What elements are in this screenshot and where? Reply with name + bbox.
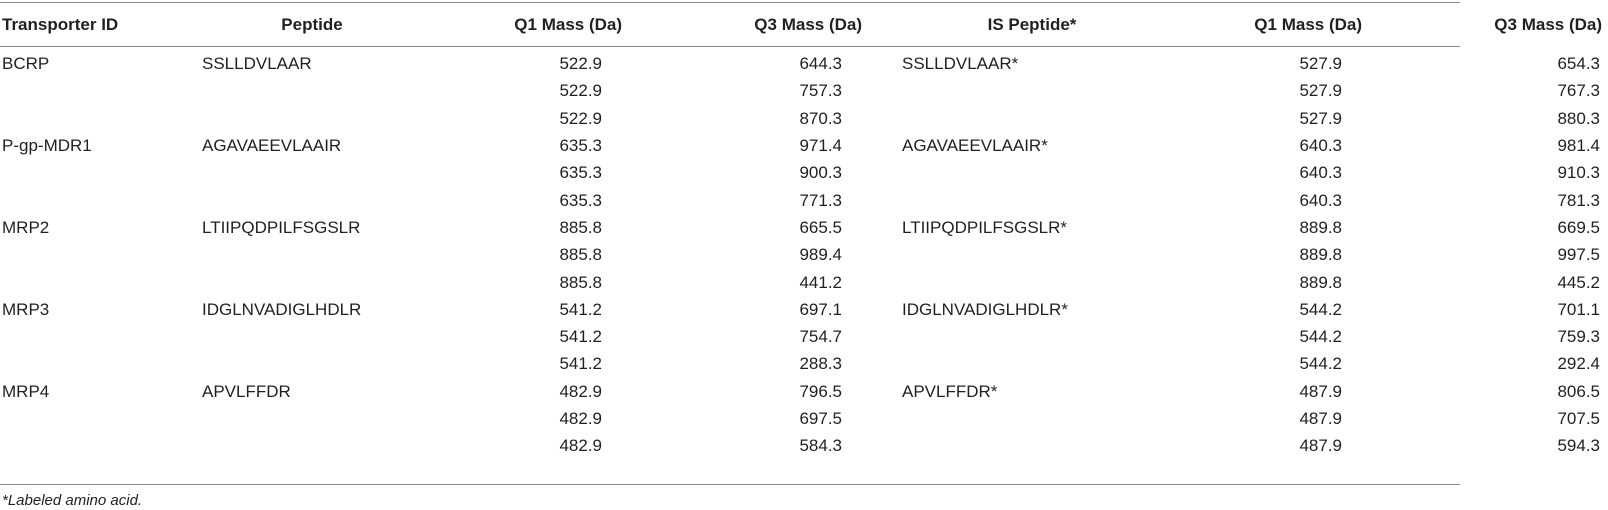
table-footnote: *Labeled amino acid. <box>2 492 143 509</box>
q1-mass-cell: 635.3 <box>559 136 602 156</box>
header-is-q1-mass: Q1 Mass (Da) <box>1254 14 1362 34</box>
q3-mass-cell: 584.3 <box>799 436 842 456</box>
q3-mass-cell: 441.2 <box>799 272 842 292</box>
is-q1-mass-cell: 487.9 <box>1299 436 1342 456</box>
q3-mass-cell: 757.3 <box>799 81 842 101</box>
peptide-cell <box>202 350 422 377</box>
peptide-cell: SSLLDVLAAR <box>202 54 312 74</box>
peptide-cell: LTIIPQDPILFSGSLR <box>202 217 361 237</box>
header-is-peptide: IS Peptide* <box>987 14 1077 34</box>
is-peptide-cell: APVLFFDR* <box>902 381 998 401</box>
is-q1-mass-cell: 527.9 <box>1299 54 1342 74</box>
transporter-id-cell <box>0 159 202 186</box>
header-peptide: Peptide <box>281 14 343 34</box>
is-peptide-cell <box>902 241 1162 268</box>
is-peptide-cell <box>902 159 1162 186</box>
q1-mass-cell: 482.9 <box>559 381 602 401</box>
q1-mass-cell: 482.9 <box>559 409 602 428</box>
transporter-id-cell: BCRP <box>2 54 50 74</box>
q3-mass-cell: 989.4 <box>799 245 842 265</box>
q1-mass-cell: 885.8 <box>559 272 602 292</box>
q3-mass-cell: 644.3 <box>799 54 842 74</box>
is-q3-mass-cell: 806.5 <box>1557 381 1600 401</box>
q1-mass-cell: 522.9 <box>559 54 602 74</box>
q3-mass-cell: 971.4 <box>799 136 842 156</box>
q1-mass-cell: 635.3 <box>559 190 602 210</box>
q1-mass-cell: 541.2 <box>559 299 602 319</box>
transporter-id-cell: P-gp-MDR1 <box>2 136 92 156</box>
is-peptide-cell: AGAVAEEVLAAIR* <box>902 136 1048 156</box>
q3-mass-cell: 900.3 <box>799 163 842 183</box>
table-row <box>0 186 1608 213</box>
peptide-cell <box>202 77 422 104</box>
is-q1-mass-cell: 640.3 <box>1299 136 1342 156</box>
is-peptide-cell <box>902 105 1162 132</box>
is-q3-mass-cell: 880.3 <box>1557 108 1600 128</box>
transporter-peptide-table <box>0 3 1608 459</box>
peptide-cell <box>202 268 422 295</box>
table-row <box>0 77 1608 104</box>
transporter-id-cell <box>0 105 202 132</box>
peptide-cell: AGAVAEEVLAAIR <box>202 136 342 156</box>
q1-mass-cell: 482.9 <box>559 436 602 456</box>
is-peptide-cell: LTIIPQDPILFSGSLR* <box>902 217 1068 237</box>
is-q1-mass-cell: 544.2 <box>1299 354 1342 374</box>
is-q1-mass-cell: 889.8 <box>1299 272 1342 292</box>
peptide-cell <box>202 405 422 432</box>
table-row <box>0 296 1608 323</box>
q3-mass-cell: 288.3 <box>799 354 842 374</box>
is-peptide-cell <box>902 77 1162 104</box>
transporter-id-cell <box>0 186 202 213</box>
is-q1-mass-cell: 889.8 <box>1299 245 1342 265</box>
q1-mass-cell: 635.3 <box>559 163 602 183</box>
is-q3-mass-cell: 654.3 <box>1557 54 1600 74</box>
peptide-cell: IDGLNVADIGLHDLR <box>202 299 362 319</box>
is-q3-mass-cell: 910.3 <box>1557 163 1600 183</box>
peptide-cell <box>202 105 422 132</box>
header-transporter-id: Transporter ID <box>2 14 119 34</box>
is-q1-mass-cell: 544.2 <box>1299 327 1342 347</box>
q3-mass-cell: 870.3 <box>799 108 842 128</box>
is-q1-mass-cell: 544.2 <box>1299 299 1342 319</box>
table-row <box>0 323 1608 350</box>
table-row <box>0 132 1608 159</box>
table-row <box>0 378 1608 405</box>
transporter-id-cell <box>0 350 202 377</box>
table-row <box>0 214 1608 241</box>
is-peptide-cell <box>902 405 1162 432</box>
is-q3-mass-cell: 707.5 <box>1557 409 1600 428</box>
peptide-cell: APVLFFDR <box>202 381 291 401</box>
is-peptide-cell <box>902 432 1162 459</box>
is-q3-mass-cell: 594.3 <box>1557 436 1600 456</box>
transporter-id-cell: MRP2 <box>2 217 50 237</box>
header-row <box>0 3 1608 46</box>
q1-mass-cell: 541.2 <box>559 327 602 347</box>
header-q1-mass: Q1 Mass (Da) <box>514 14 622 34</box>
transporter-id-cell <box>0 405 202 432</box>
is-q1-mass-cell: 527.9 <box>1299 108 1342 128</box>
peptide-cell <box>202 432 422 459</box>
transporter-id-cell <box>0 268 202 295</box>
is-q1-mass-cell: 487.9 <box>1299 381 1342 401</box>
q3-mass-cell: 796.5 <box>799 381 842 401</box>
is-q1-mass-cell: 640.3 <box>1299 163 1342 183</box>
is-q3-mass-cell: 781.3 <box>1557 190 1600 210</box>
is-q1-mass-cell: 487.9 <box>1299 409 1342 428</box>
transporter-id-cell: MRP3 <box>2 299 50 319</box>
table-row <box>0 268 1608 295</box>
table-row <box>0 159 1608 186</box>
is-peptide-cell: SSLLDVLAAR* <box>902 54 1019 74</box>
transporter-id-cell <box>0 77 202 104</box>
table-row <box>0 405 1608 432</box>
q1-mass-cell: 522.9 <box>559 108 602 128</box>
is-peptide-cell <box>902 350 1162 377</box>
is-q3-mass-cell: 292.4 <box>1557 354 1600 374</box>
q3-mass-cell: 771.3 <box>799 190 842 210</box>
q1-mass-cell: 885.8 <box>559 217 602 237</box>
q3-mass-cell: 665.5 <box>799 217 842 237</box>
is-q1-mass-cell: 640.3 <box>1299 190 1342 210</box>
table-row <box>0 350 1608 377</box>
is-q3-mass-cell: 767.3 <box>1557 81 1600 101</box>
q3-mass-cell: 754.7 <box>799 327 842 347</box>
table-body <box>0 46 1608 459</box>
q1-mass-cell: 885.8 <box>559 245 602 265</box>
q3-mass-cell: 697.1 <box>799 299 842 319</box>
table-row <box>0 432 1608 459</box>
peptide-cell <box>202 241 422 268</box>
table-row <box>0 46 1608 77</box>
is-peptide-cell <box>902 186 1162 213</box>
is-q1-mass-cell: 889.8 <box>1299 217 1342 237</box>
is-q3-mass-cell: 981.4 <box>1557 136 1600 156</box>
is-peptide-cell <box>902 268 1162 295</box>
peptide-cell <box>202 323 422 350</box>
is-q3-mass-cell: 701.1 <box>1557 299 1600 319</box>
table-row <box>0 241 1608 268</box>
header-q3-mass: Q3 Mass (Da) <box>754 14 862 34</box>
table-row <box>0 105 1608 132</box>
is-q3-mass-cell: 445.2 <box>1557 272 1600 292</box>
is-q3-mass-cell: 759.3 <box>1557 327 1600 347</box>
is-peptide-cell: IDGLNVADIGLHDLR* <box>902 299 1068 319</box>
is-q1-mass-cell: 527.9 <box>1299 81 1342 101</box>
q3-mass-cell: 697.5 <box>799 409 842 428</box>
transporter-id-cell <box>0 323 202 350</box>
peptide-cell <box>202 159 422 186</box>
header-is-q3-mass: Q3 Mass (Da) <box>1494 14 1602 34</box>
peptide-cell <box>202 186 422 213</box>
is-peptide-cell <box>902 323 1162 350</box>
is-q3-mass-cell: 669.5 <box>1557 217 1600 237</box>
bottom-rule <box>0 484 1460 485</box>
is-q3-mass-cell: 997.5 <box>1557 245 1600 265</box>
transporter-id-cell: MRP4 <box>2 381 50 401</box>
q1-mass-cell: 541.2 <box>559 354 602 374</box>
q1-mass-cell: 522.9 <box>559 81 602 101</box>
transporter-id-cell <box>0 241 202 268</box>
transporter-id-cell <box>0 432 202 459</box>
